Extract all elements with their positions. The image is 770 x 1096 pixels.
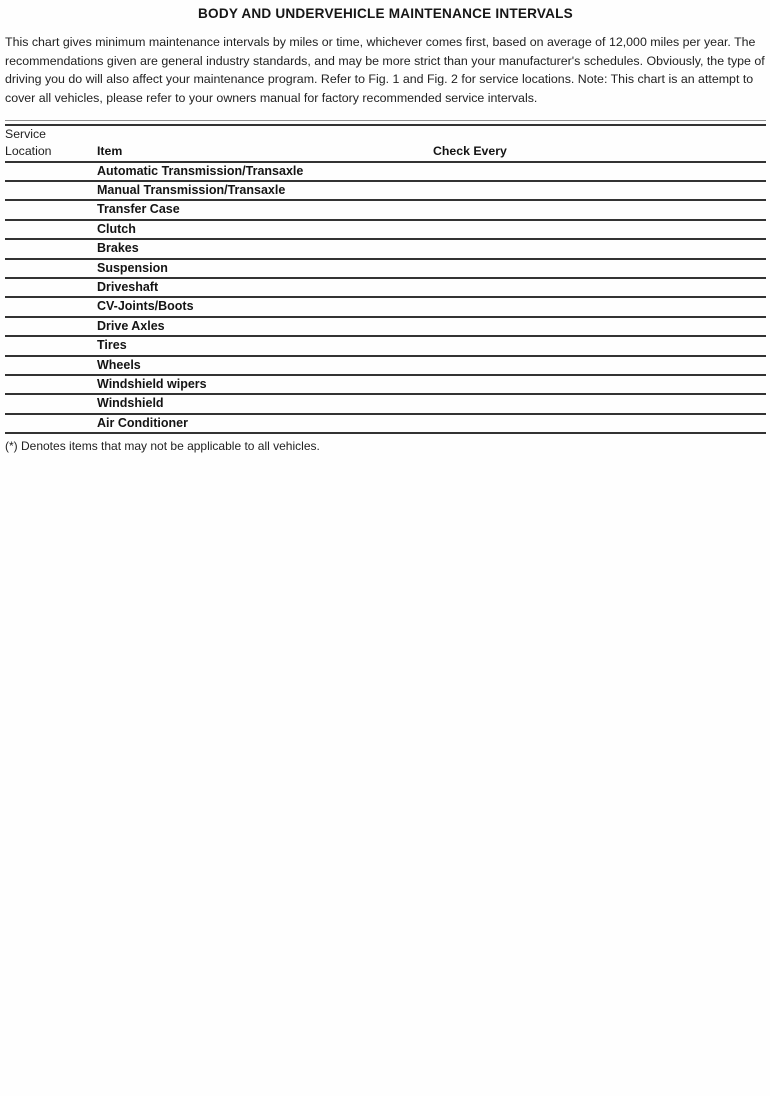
check-every-cell [433,201,766,218]
service-location-cell [5,201,97,218]
table-section [5,337,766,356]
section-title: Suspension [97,260,168,275]
table-section [5,318,766,337]
service-location-cell [5,337,97,354]
table-section [5,182,766,201]
section-header-row [5,376,766,393]
footnote: (*) Denotes items that may not be applicable to all vehicles. [5,439,320,454]
table-header [5,124,766,163]
section-title: CV-Joints/Boots [97,299,194,314]
check-every-header: Check Every [433,144,507,159]
check-every-cell [433,376,766,393]
item-header-spacer [97,126,433,143]
section-title: Clutch [97,221,136,236]
service-location-cell [5,221,97,238]
service-location-cell [5,395,97,412]
section-header-row [5,260,766,277]
section-title: Driveshaft [97,280,159,294]
check-every-cell [433,415,766,432]
table-header-row-1 [5,126,766,143]
check-every-cell [433,182,766,199]
check-every-cell [433,337,766,354]
intro-paragraph: This chart gives minimum maintenance intervals by miles or time, whichever comes first, based on average of 12,000 miles per year. The recommendations given are general industry standards, and may be more strict than your manufacturer's schedules. Obviously, the type of driving you do will also affect your maintenance program. Refer to Fig. 1 and Fig. 2 for service locations. Note: This chart is an attempt to cover all vehicles, please refer to your owners manual for factory recommended service intervals. [5,35,765,105]
section-header-row [5,201,766,218]
check-every-cell [433,357,766,374]
table-section [5,357,766,376]
section-title: Windshield [97,396,164,411]
service-location-header-line2: Location [5,144,52,159]
section-header-row [5,298,766,315]
service-location-cell [5,318,97,335]
section-title: Drive Axles [97,318,165,333]
section-header-row [5,240,766,257]
service-location-cell [5,163,97,180]
section-header-row [5,163,766,180]
section-title: Wheels [97,357,141,372]
check-every-cell [433,163,766,180]
maintenance-table-body [5,163,766,434]
service-location-cell [5,279,97,296]
table-section [5,260,766,279]
section-title: Windshield wipers [97,376,207,391]
table-section [5,221,766,240]
table-section [5,163,766,182]
table-header-row-2 [5,143,766,160]
section-header-row [5,395,766,412]
section-header-row [5,337,766,354]
table-section [5,298,766,317]
table-top-rule [5,120,766,121]
service-location-cell [5,182,97,199]
table-section [5,376,766,395]
check-every-cell [433,221,766,238]
section-title: Brakes [97,241,139,256]
check-every-cell [433,260,766,277]
table-section [5,201,766,220]
check-every-cell [433,395,766,412]
section-title: Tires [97,338,127,353]
service-location-cell [5,415,97,432]
section-title: Manual Transmission/Transaxle [97,183,286,198]
table-section [5,279,766,298]
service-location-header-line1: Service [5,126,47,141]
section-header-row [5,221,766,238]
table-section [5,240,766,259]
check-every-cell [433,298,766,315]
section-header-row [5,182,766,199]
section-title: Air Conditioner [97,415,188,430]
check-every-cell [433,279,766,296]
check-every-cell [433,240,766,257]
service-location-cell [5,260,97,277]
item-header: Item [97,144,123,159]
page-title: BODY AND UNDERVEHICLE MAINTENANCE INTERVALS [198,6,573,21]
service-location-cell [5,240,97,257]
section-header-row [5,415,766,432]
section-title: Automatic Transmission/Transaxle [97,163,304,178]
section-header-row [5,357,766,374]
service-location-cell [5,357,97,374]
section-header-row [5,318,766,335]
check-every-cell [433,318,766,335]
table-section [5,415,766,434]
section-title: Transfer Case [97,202,180,217]
table-section [5,395,766,414]
maintenance-table [5,120,766,434]
service-location-cell [5,298,97,315]
check-every-header-spacer [433,126,766,143]
section-header-row [5,279,766,296]
service-location-cell [5,376,97,393]
